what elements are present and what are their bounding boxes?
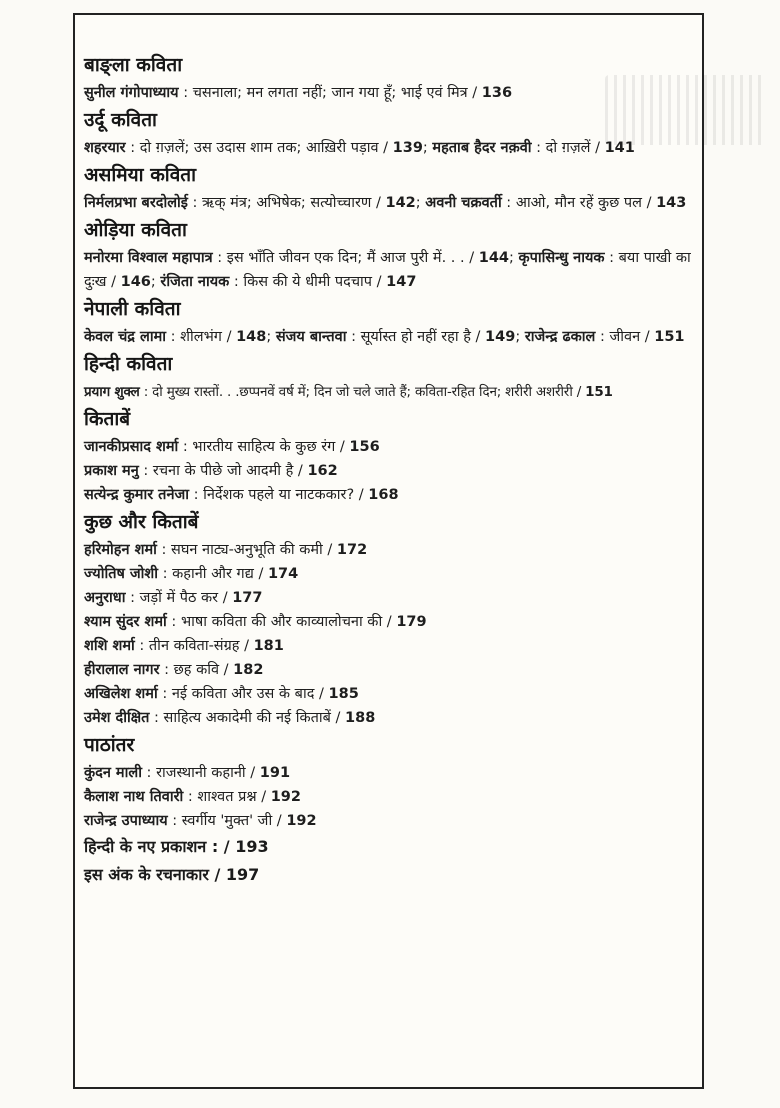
author-name: अवनी चक्रवर्ती [425, 195, 502, 211]
page-number: 149 [485, 329, 516, 345]
work-titles: कहानी और गद्य [172, 566, 254, 582]
toc-entry: कैलाश नाथ तिवारी : शाश्वत प्रश्न / 192 [84, 789, 301, 805]
toc-entry: निर्मलप्रभा बरदोलोई : ऋक् मंत्र; अभिषेक; सत्योच्चारण / 142; अवनी चक्रवर्ती : आओ, मौन रहें कुछ पल / 143 [84, 195, 687, 211]
page-number: 192 [286, 813, 317, 829]
page-number: 197 [225, 865, 260, 884]
toc-entry: हीरालाल नागर : छह कवि / 182 [84, 662, 264, 678]
author-name: अखिलेश शर्मा [84, 686, 158, 702]
toc-entry: प्रयाग शुक्ल : दो मुख्य रास्तों. . .छप्पनवें वर्ष में; दिन जो चले जाते हैं; कविता-रहित दिन; शरीरी अशरीरी / 151 [84, 384, 613, 400]
author-name: कुंदन माली [84, 765, 142, 781]
author-name: कृपासिन्धु नायक [518, 250, 605, 266]
special-entry [84, 861, 694, 889]
toc-entry: केवल चंद्र लामा : शीलभंग / 148; संजय बान्तवा : सूर्यास्त हो नहीं रहा है / 149; राजेन्द्र ढकाल : जीवन / 151 [84, 329, 685, 345]
work-titles: इस भाँति जीवन एक दिन; मैं आज पुरी में. . . [226, 250, 465, 266]
author-name: केवल चंद्र लामा [84, 329, 167, 345]
work-titles: चसनाला; मन लगता नहीं; जान गया हूँ; भाई एवं मित्र [192, 85, 468, 101]
page-number: 193 [235, 837, 269, 856]
toc-entry: मनोरमा विश्वाल महापात्र : इस भाँति जीवन एक दिन; मैं आज पुरी में. . . / 144; कृपासिन्धु नायक : बया पाखी का दुःख / 146; रंजिता नायक : किस की ये धीमी पदचाप / 147 [84, 250, 691, 290]
section-heading: ओड़िया कविता [84, 219, 187, 241]
page-number: 156 [349, 439, 380, 455]
toc-entry: शहरयार : दो ग़ज़लें; उस उदास शाम तक; आख़िरी पड़ाव / 139; महताब हैदर नक़वी : दो ग़ज़लें / 141 [84, 140, 635, 156]
section-heading: पाठांतर [84, 734, 135, 756]
work-titles: किस की ये धीमी पदचाप [243, 274, 373, 290]
section-heading: किताबें [84, 408, 131, 430]
work-titles: सूर्यास्त हो नहीं रहा है [360, 329, 471, 345]
page-number: 141 [604, 140, 635, 156]
special-entry-separator: / [208, 865, 226, 884]
work-titles: निर्देशक पहले या नाटककार? [203, 487, 355, 503]
page-number: 174 [267, 566, 299, 582]
page-number: 182 [233, 662, 264, 678]
toc-entry: राजेन्द्र उपाध्याय : स्वर्गीय 'मुक्त' जी / 192 [84, 813, 317, 829]
work-titles: भारतीय साहित्य के कुछ रंग [192, 439, 336, 455]
toc-entry: ज्योतिष जोशी : कहानी और गद्य / 174 [84, 566, 299, 582]
page-number: 192 [270, 789, 301, 805]
author-name: उमेश दीक्षित [84, 710, 150, 726]
section-heading: असमिया कविता [84, 164, 197, 186]
work-titles: दो मुख्य रास्तों. . .छप्पनवें वर्ष में; दिन जो चले जाते हैं; कविता-रहित दिन; शरीरी अशरीरी [152, 384, 573, 400]
author-name: प्रयाग शुक्ल [84, 384, 140, 400]
toc-entry: उमेश दीक्षित : साहित्य अकादेमी की नई किताबें / 188 [84, 710, 376, 726]
work-titles: भाषा कविता की और काव्यालोचना की [180, 614, 383, 630]
special-entry-label: हिन्दी के नए प्रकाशन [84, 837, 207, 856]
page-number: 147 [386, 274, 417, 290]
page-number: 181 [253, 638, 284, 654]
work-titles: जड़ों में पैठ कर [139, 590, 219, 606]
section-heading: नेपाली कविता [84, 298, 181, 320]
page-number: 148 [236, 329, 267, 345]
author-name: सुनील गंगोपाध्याय [84, 85, 179, 101]
page-number: 151 [654, 329, 685, 345]
work-titles: ऋक् मंत्र; अभिषेक; सत्योच्चारण [202, 195, 372, 211]
special-entry [84, 833, 694, 861]
author-name: महताब हैदर नक़वी [432, 140, 532, 156]
work-titles: आओ, मौन रहें कुछ पल [515, 195, 642, 211]
author-name: हीरालाल नागर [84, 662, 160, 678]
author-name: शहरयार [84, 140, 126, 156]
toc-entry: प्रकाश मनु : रचना के पीछे जो आदमी है / 162 [84, 463, 338, 479]
author-name: राजेन्द्र ढकाल [524, 329, 596, 345]
page-number: 151 [585, 384, 613, 400]
page-number: 191 [259, 765, 291, 781]
author-name: श्याम सुंदर शर्मा [84, 614, 167, 630]
author-name: मनोरमा विश्वाल महापात्र [84, 250, 213, 266]
section-heading: हिन्दी कविता [84, 353, 173, 375]
author-name: शशि शर्मा [84, 638, 135, 654]
work-titles: राजस्थानी कहानी [156, 765, 246, 781]
author-name: सत्येन्द्र कुमार तनेजा [84, 487, 190, 503]
toc-entry: शशि शर्मा : तीन कविता-संग्रह / 181 [84, 638, 284, 654]
page-number: 142 [385, 195, 416, 211]
work-titles: रचना के पीछे जो आदमी है [152, 463, 294, 479]
page-number: 179 [396, 614, 427, 630]
page-number: 136 [481, 85, 513, 101]
page-number: 185 [328, 686, 359, 702]
toc-entry: कुंदन माली : राजस्थानी कहानी / 191 [84, 765, 291, 781]
work-titles: जीवन [609, 329, 641, 345]
toc-entry: जानकीप्रसाद शर्मा : भारतीय साहित्य के कुछ रंग / 156 [84, 439, 380, 455]
author-name: प्रकाश मनु [84, 463, 139, 479]
work-titles: नई कविता और उस के बाद [171, 686, 315, 702]
toc-entry: अनुराधा : जड़ों में पैठ कर / 177 [84, 590, 263, 606]
section-heading: उर्दू कविता [84, 109, 157, 131]
page-number: 139 [392, 140, 423, 156]
author-name: कैलाश नाथ तिवारी [84, 789, 184, 805]
work-titles: सघन नाट्य-अनुभूति की कमी [171, 542, 323, 558]
toc-entry: सुनील गंगोपाध्याय : चसनाला; मन लगता नहीं; जान गया हूँ; भाई एवं मित्र / 136 [84, 85, 513, 101]
work-titles: छह कवि [173, 662, 220, 678]
toc-entry: सत्येन्द्र कुमार तनेजा : निर्देशक पहले या नाटककार? / 168 [84, 487, 399, 503]
work-titles: शाश्वत प्रश्न [197, 789, 257, 805]
toc-entry: हरिमोहन शर्मा : सघन नाट्य-अनुभूति की कमी / 172 [84, 542, 368, 558]
author-name: निर्मलप्रभा बरदोलोई [84, 195, 188, 211]
work-titles: दो ग़ज़लें [545, 140, 591, 156]
table-of-contents [84, 50, 694, 889]
section-heading: बाङ्ला कविता [84, 54, 183, 76]
toc-entry: श्याम सुंदर शर्मा : भाषा कविता की और काव्यालोचना की / 179 [84, 614, 427, 630]
work-titles: शीलभंग [180, 329, 222, 345]
page-number: 188 [345, 710, 376, 726]
work-titles: स्वर्गीय 'मुक्त' जी [181, 813, 273, 829]
author-name: हरिमोहन शर्मा [84, 542, 157, 558]
work-titles: बया पाखी का दुःख [84, 250, 691, 290]
author-name: राजेन्द्र उपाध्याय [84, 813, 168, 829]
page-number: 168 [368, 487, 399, 503]
page-number: 146 [120, 274, 151, 290]
work-titles: दो ग़ज़लें; उस उदास शाम तक; आख़िरी पड़ाव [139, 140, 379, 156]
special-entry-separator: : / [206, 837, 236, 856]
toc-entry: अखिलेश शर्मा : नई कविता और उस के बाद / 185 [84, 686, 359, 702]
special-entry-label: इस अंक के रचनाकार [84, 865, 209, 884]
page-number: 144 [478, 250, 510, 266]
author-name: संजय बान्तवा [275, 329, 347, 345]
page-number: 162 [307, 463, 338, 479]
page-number: 177 [232, 590, 263, 606]
author-name: रंजिता नायक [160, 274, 230, 290]
author-name: अनुराधा [84, 590, 126, 606]
work-titles: तीन कविता-संग्रह [148, 638, 240, 654]
author-name: ज्योतिष जोशी [84, 566, 159, 582]
page-number: 143 [656, 195, 687, 211]
work-titles: साहित्य अकादेमी की नई किताबें [163, 710, 331, 726]
author-name: जानकीप्रसाद शर्मा [84, 439, 179, 455]
page-number: 172 [336, 542, 368, 558]
section-heading: कुछ और किताबें [84, 511, 199, 533]
